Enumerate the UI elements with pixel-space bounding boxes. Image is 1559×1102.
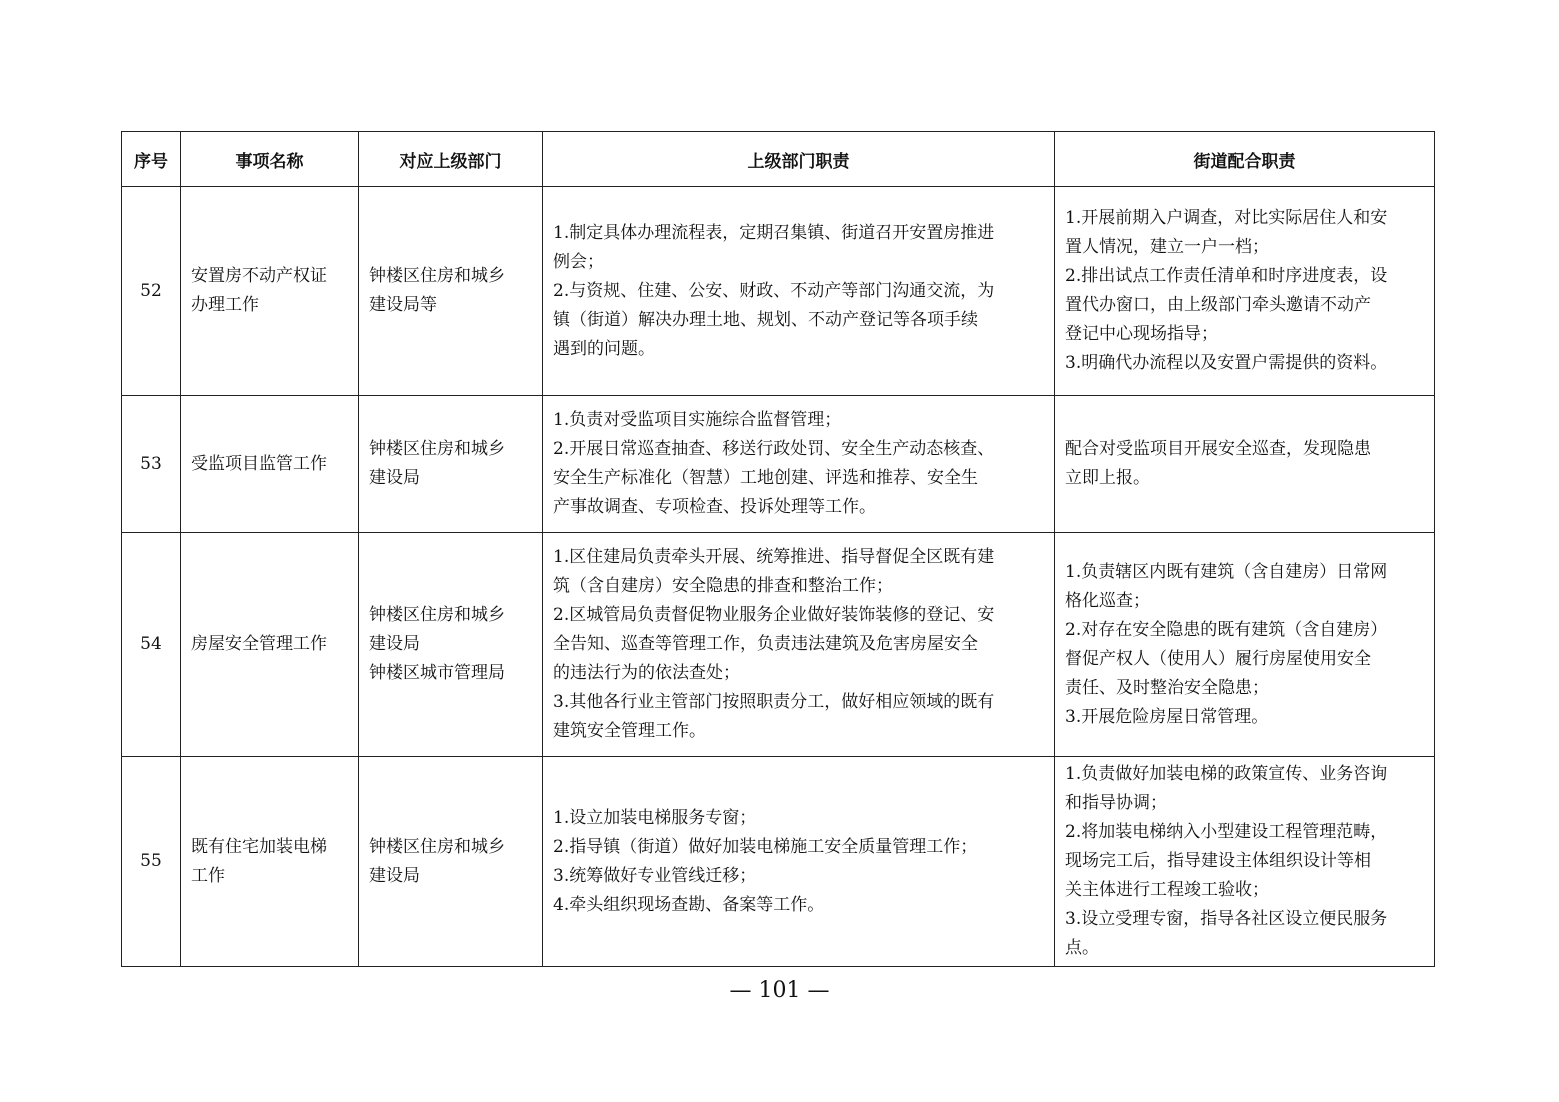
cell-item-name (181, 396, 359, 533)
cell-text-line: 例会； (553, 251, 604, 272)
table-row (122, 187, 1435, 396)
header-index: 序号 (122, 132, 181, 187)
cell-text-line: 2.与资规、住建、公安、财政、不动产等部门沟通交流，为 (553, 280, 995, 301)
cell-department (359, 187, 543, 396)
cell-text-line: 3.开展危险房屋日常管理。 (1065, 706, 1269, 727)
cell-text-line: 筑（含自建房）安全隐患的排查和整治工作； (553, 576, 893, 596)
cell-text-line: 现场完工后，指导建设主体组织设计等相 (1065, 851, 1371, 871)
cell-text-line: 安置房不动产权证 (191, 266, 327, 286)
cell-item-name (181, 187, 359, 396)
cell-text-line: 办理工作 (191, 295, 259, 315)
cell-text-line: 1.负责辖区内既有建筑（含自建房）日常网 (1065, 561, 1388, 582)
cell-text-line: 2.开展日常巡查抽查、移送行政处罚、安全生产动态核查、 (553, 439, 995, 459)
cell-index: 54 (122, 533, 181, 757)
cell-text-line: 全告知、巡查等管理工作，负责违法建筑及危害房屋安全 (553, 634, 978, 654)
cell-text-line: 安全生产标准化（智慧）工地创建、评选和推荐、安全生 (553, 468, 978, 488)
header-street-duties: 街道配合职责 (1055, 132, 1435, 187)
cell-street-duties (1055, 533, 1435, 757)
cell-text-line: 既有住宅加装电梯 (191, 836, 327, 857)
duty-table (121, 131, 1435, 967)
cell-text-line: 1.区住建局负责牵头开展、统筹推进、指导督促全区既有建 (553, 547, 995, 567)
cell-text-line: 钟楼区住房和城乡 (369, 605, 505, 625)
cell-upper-duties (543, 187, 1055, 396)
cell-index: 52 (122, 187, 181, 396)
cell-text-line: 遇到的问题。 (553, 338, 655, 359)
cell-text-line: 配合对受监项目开展安全巡查，发现隐患 (1065, 439, 1371, 459)
cell-text-line: 3.统筹做好专业管线迁移； (553, 865, 757, 886)
cell-text-line: 产事故调查、专项检查、投诉处理等工作。 (553, 497, 876, 517)
cell-street-duties (1055, 396, 1435, 533)
header-upper-duties: 上级部门职责 (543, 132, 1055, 187)
cell-text-line: 工作 (191, 865, 225, 886)
cell-text-line: 建设局 (369, 865, 420, 886)
cell-index: 55 (122, 757, 181, 967)
cell-text-line: 3.明确代办流程以及安置户需提供的资料。 (1065, 353, 1388, 373)
cell-text-line: 钟楼区城市管理局 (369, 663, 505, 683)
table-row (122, 757, 1435, 967)
cell-text-line: 建设局等 (369, 295, 437, 315)
cell-text-line: 2.区城管局负责督促物业服务企业做好装饰装修的登记、安 (553, 605, 995, 625)
cell-text-line: 房屋安全管理工作 (191, 634, 327, 654)
cell-text-line: 关主体进行工程竣工验收； (1065, 880, 1269, 900)
cell-text-line: 镇（街道）解决办理土地、规划、不动产登记等各项手续 (553, 309, 978, 330)
cell-text-line: 受监项目监管工作 (191, 453, 327, 474)
cell-text-line: 1.设立加装电梯服务专窗； (553, 807, 757, 828)
header-item-name: 事项名称 (181, 132, 359, 187)
cell-text-line: 2.对存在安全隐患的既有建筑（含自建房） (1065, 619, 1388, 640)
cell-department (359, 533, 543, 757)
cell-text-line: 责任、及时整治安全隐患； (1065, 677, 1269, 698)
cell-text-line: 1.开展前期入户调查，对比实际居住人和安 (1065, 208, 1388, 228)
cell-text-line: 置代办窗口，由上级部门牵头邀请不动产 (1065, 295, 1371, 315)
table-row (122, 533, 1435, 757)
cell-upper-duties (543, 533, 1055, 757)
cell-text-line: 登记中心现场指导； (1065, 324, 1218, 344)
cell-text-line: 钟楼区住房和城乡 (369, 836, 505, 857)
cell-text-line: 3.设立受理专窗，指导各社区设立便民服务 (1065, 909, 1388, 929)
cell-street-duties (1055, 187, 1435, 396)
cell-upper-duties (543, 757, 1055, 967)
cell-text-line: 格化巡查； (1065, 590, 1150, 611)
cell-text-line: 钟楼区住房和城乡 (369, 439, 505, 459)
cell-text-line: 置人情况，建立一户一档； (1065, 237, 1269, 257)
cell-text-line: 立即上报。 (1065, 468, 1150, 488)
cell-text-line: 的违法行为的依法查处； (553, 663, 740, 683)
cell-text-line: 督促产权人（使用人）履行房屋使用安全 (1065, 648, 1371, 669)
cell-text-line: 4.牵头组织现场查勘、备案等工作。 (553, 894, 825, 915)
cell-text-line: 1.负责做好加装电梯的政策宣传、业务咨询 (1065, 764, 1388, 784)
cell-text-line: 1.负责对受监项目实施综合监督管理； (553, 410, 842, 430)
cell-upper-duties (543, 396, 1055, 533)
cell-text-line: 1.制定具体办理流程表，定期召集镇、街道召开安置房推进 (553, 222, 995, 243)
cell-department (359, 396, 543, 533)
cell-street-duties (1055, 757, 1435, 967)
cell-text-line: 建筑安全管理工作。 (553, 721, 706, 741)
page-number: — 101 — (729, 978, 830, 1003)
cell-item-name (181, 533, 359, 757)
cell-text-line: 3.其他各行业主管部门按照职责分工，做好相应领域的既有 (553, 692, 995, 712)
cell-index: 53 (122, 396, 181, 533)
cell-text-line: 点。 (1065, 938, 1099, 958)
header-department: 对应上级部门 (359, 132, 543, 187)
cell-text-line: 2.将加装电梯纳入小型建设工程管理范畴， (1065, 822, 1388, 842)
cell-text-line: 和指导协调； (1065, 793, 1167, 813)
header-row (122, 132, 1435, 187)
cell-text-line: 建设局 (369, 634, 420, 654)
cell-text-line: 2.指导镇（街道）做好加装电梯施工安全质量管理工作； (553, 836, 978, 857)
cell-text-line: 建设局 (369, 468, 420, 488)
cell-item-name (181, 757, 359, 967)
cell-text-line: 钟楼区住房和城乡 (369, 266, 505, 286)
cell-department (359, 757, 543, 967)
cell-text-line: 2.排出试点工作责任清单和时序进度表，设 (1065, 266, 1388, 286)
table-row (122, 396, 1435, 533)
